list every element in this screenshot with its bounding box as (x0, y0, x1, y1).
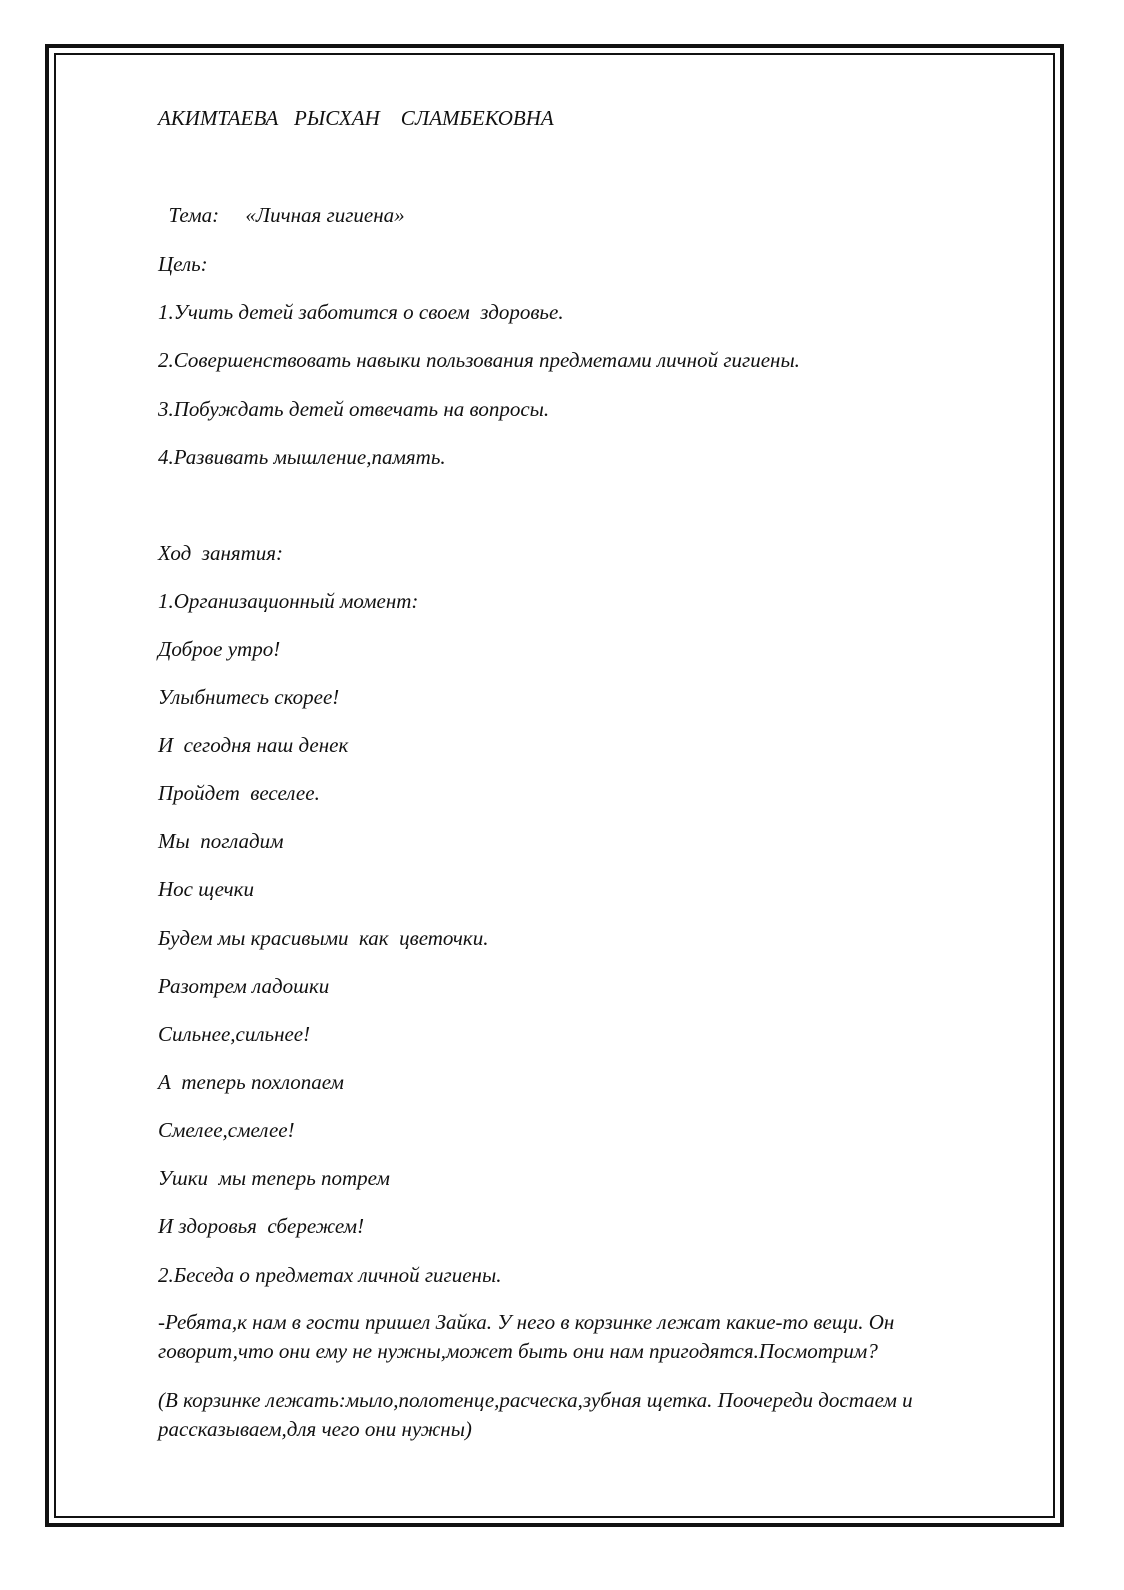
poem-line: Пройдет веселее. (158, 781, 320, 805)
goal-item: 2.Совершенствовать навыки пользования предметами личной гигиены. (158, 348, 800, 372)
poem-line: Улыбнитесь скорее! (158, 685, 340, 709)
goal-item: 1.Учить детей заботится о своем здоровье. (158, 300, 564, 324)
poem-line: Разотрем ладошки (158, 974, 330, 998)
poem-line: И сегодня наш денек (158, 733, 349, 757)
lesson-theme: Тема: «Личная гигиена» (158, 203, 405, 227)
poem-line: А теперь похлопаем (158, 1070, 344, 1094)
lesson-line: 2.Беседа о предметах личной гигиены. (158, 1263, 502, 1287)
lesson-heading: Ход занятия: (158, 541, 284, 565)
goal-heading: Цель: (158, 252, 208, 276)
author-name: АКИМТАЕВА РЫСХАН СЛАМБЕКОВНА (158, 106, 554, 130)
poem-line: Будем мы красивыми как цветочки. (158, 926, 489, 950)
poem-line: Ушки мы теперь потрем (158, 1166, 390, 1190)
goal-item: 4.Развивать мышление,память. (158, 445, 446, 469)
poem-line: И здоровья сбережем! (158, 1214, 365, 1238)
poem-line: Мы погладим (158, 829, 284, 853)
poem-line: Нос щечки (158, 877, 254, 901)
poem-line: Смелее,смелее! (158, 1118, 295, 1142)
poem-line: Доброе утро! (158, 637, 281, 661)
goal-item: 3.Побуждать детей отвечать на вопросы. (158, 397, 550, 421)
poem-line: Сильнее,сильнее! (158, 1022, 311, 1046)
lesson-line: 1.Организационный момент: (158, 589, 419, 613)
dialogue-paragraph: -Ребята,к нам в гости пришел Зайка. У него в корзинке лежат какие-то вещи. Он говорит,что они ему не нужны,может быть они нам пригодятся.Посмотрим? (158, 1310, 895, 1363)
note-paragraph: (В корзинке лежать:мыло,полотенце,расческа,зубная щетка. Поочереди достаем и рассказываем,для чего они нужны) (158, 1388, 913, 1441)
